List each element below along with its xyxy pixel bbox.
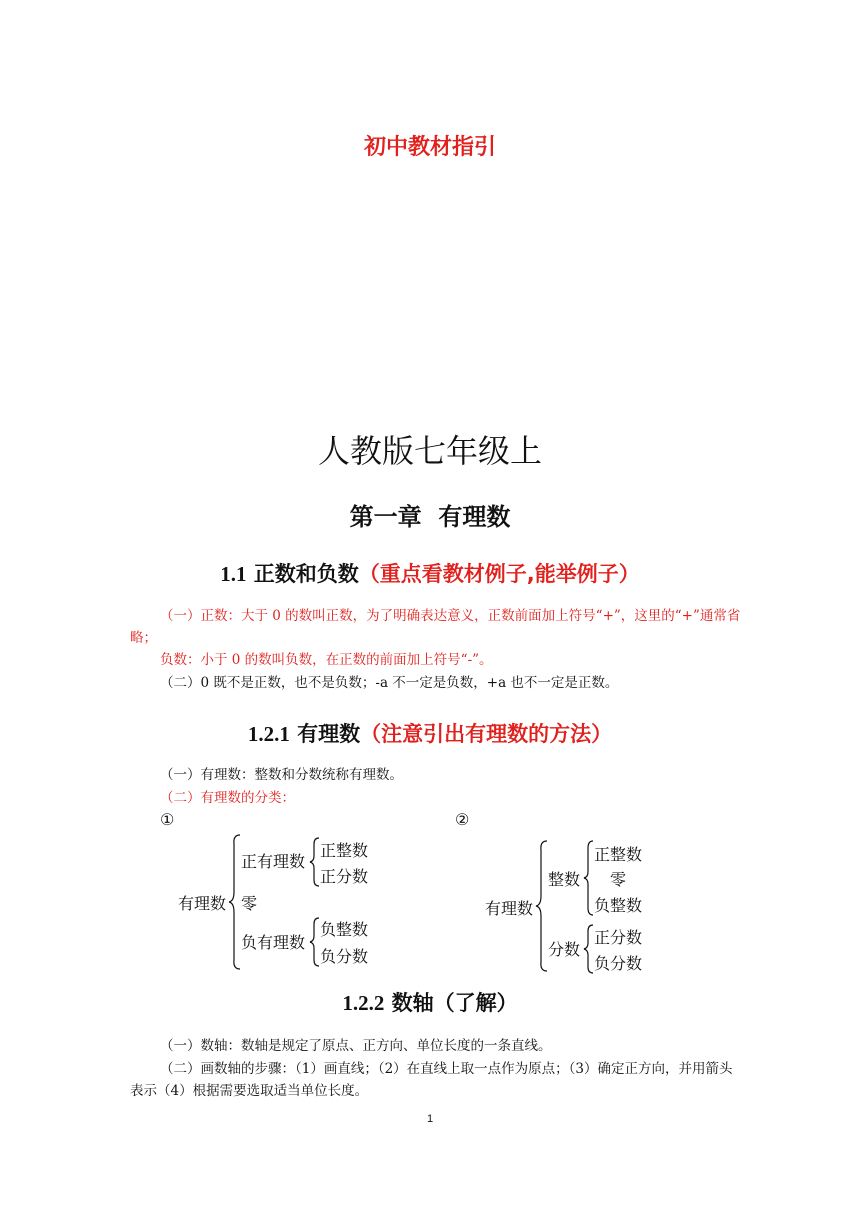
tree-zero: 零 bbox=[610, 870, 627, 889]
paragraph-number-line-steps: （二）画数轴的步骤：（1）画直线；（2）在直线上取一点作为原点；（3）确定正方向，并用箭头表示（4）根据需要选取适当单位长度。 bbox=[130, 1061, 733, 1099]
tree-neg-frac: 负分数 bbox=[594, 954, 643, 973]
book-title: 人教版七年级上 bbox=[317, 432, 542, 470]
tree-pos-frac: 正分数 bbox=[594, 928, 643, 947]
section-note: （注意引出有理数的方法） bbox=[360, 722, 613, 746]
tree-fractions: 分数 bbox=[548, 940, 581, 959]
paragraph-rational-definition: （一）有理数：整数和分数统称有理数。 bbox=[160, 767, 403, 783]
marker-2: ② bbox=[455, 810, 470, 829]
section-title: 正数和负数 bbox=[253, 562, 359, 586]
tree-integers: 整数 bbox=[548, 870, 581, 889]
tree-root: 有理数 bbox=[178, 894, 227, 913]
paragraph-zero: （二）0 既不是正数，也不是负数；-a 不一定是负数，+a 也不一定是正数。 bbox=[160, 675, 619, 691]
section-note: （重点看教材例子,能举例子） bbox=[358, 562, 640, 586]
marker-1: ① bbox=[160, 810, 175, 829]
tree-neg-frac: 负分数 bbox=[320, 947, 369, 966]
tree-neg-int: 负整数 bbox=[320, 920, 369, 939]
tree-pos-int: 正整数 bbox=[594, 845, 643, 864]
tree-neg-int: 负整数 bbox=[594, 896, 643, 915]
paragraph-number-line: （一）数轴：数轴是规定了原点、正方向、单位长度的一条直线。 bbox=[160, 1038, 552, 1054]
section-title: 有理数 bbox=[297, 722, 361, 746]
paragraph-classification-label: （二）有理数的分类： bbox=[160, 790, 295, 806]
section-number: 1.2.1 bbox=[247, 722, 290, 746]
brace-large bbox=[535, 840, 549, 972]
tree-root: 有理数 bbox=[485, 899, 534, 918]
tree-pos-frac: 正分数 bbox=[320, 867, 369, 886]
paragraph-positive: （一）正数：大于 0 的数叫正数，为了明确表达意义，正数前面加上符号“+”，这里的“+”通常省略； bbox=[130, 608, 741, 646]
section-title: 数轴 bbox=[391, 991, 434, 1015]
brace-large bbox=[228, 834, 242, 970]
section-number: 1.2.2 bbox=[342, 991, 385, 1015]
section-number: 1.1 bbox=[220, 562, 247, 586]
tree-negative: 负有理数 bbox=[241, 933, 306, 952]
paragraph-negative: 负数：小于 0 的数叫负数，在正数的前面加上符号“-”。 bbox=[160, 652, 493, 668]
section-heading-1-2-2 bbox=[0, 987, 860, 1017]
tree-positive: 正有理数 bbox=[241, 852, 306, 871]
tree-zero: 零 bbox=[241, 894, 258, 913]
section-heading-1-1 bbox=[0, 558, 860, 588]
chapter-title: 第一章 有理数 bbox=[349, 503, 511, 531]
section-note: （了解） bbox=[433, 991, 518, 1015]
tree-pos-int: 正整数 bbox=[320, 841, 369, 860]
banner-title: 初中教材指引 bbox=[363, 135, 496, 160]
section-heading-1-2-1 bbox=[0, 718, 860, 748]
page-number: 1 bbox=[426, 1113, 434, 1125]
